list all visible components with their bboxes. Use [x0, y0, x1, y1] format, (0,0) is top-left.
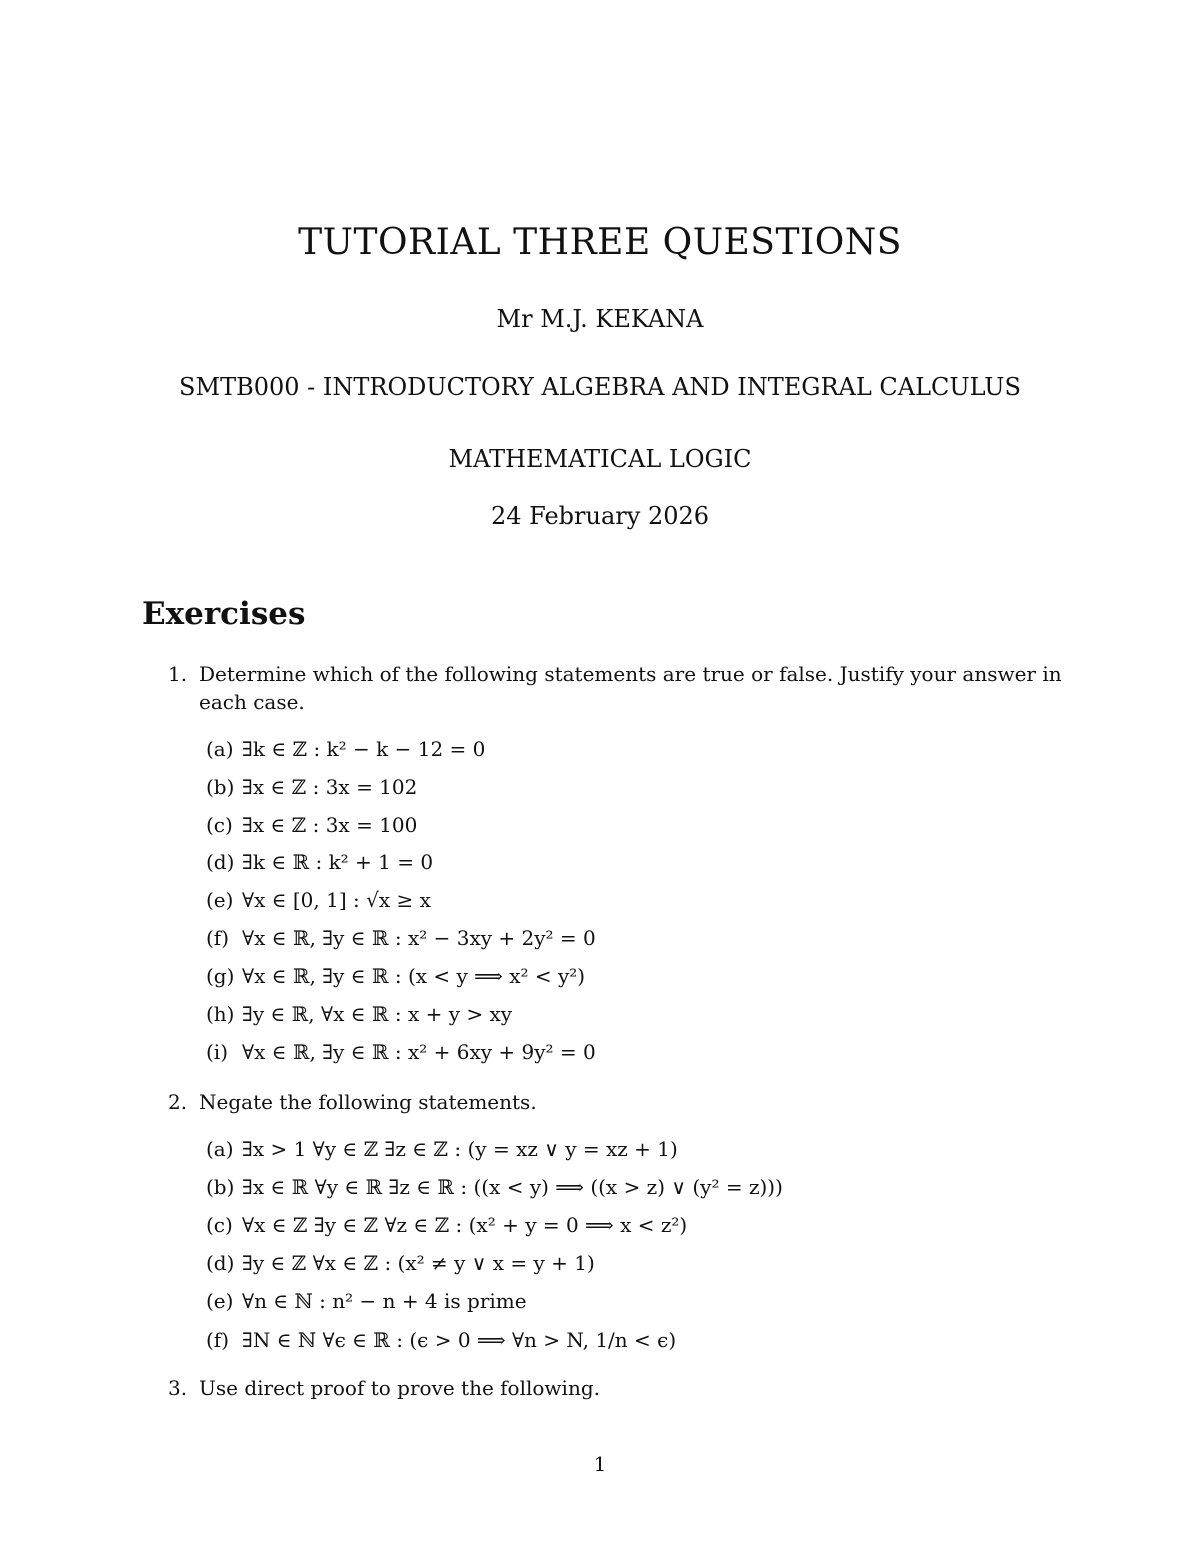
question-text: Determine which of the following statements are true or false. Justify your answer in each case. — [199, 662, 1062, 714]
item-label: (d) — [206, 1251, 235, 1275]
question-number: 1. — [168, 662, 188, 686]
item-expression: ∀x ∈ ℤ ∃y ∈ ℤ ∀z ∈ ℤ : (x² + y = 0 ⟹ x < z²) — [242, 1213, 688, 1237]
topic-name: MATHEMATICAL LOGIC — [448, 445, 752, 473]
list-item — [206, 885, 431, 915]
list-item — [206, 772, 417, 802]
item-label: (d) — [206, 850, 235, 874]
item-expression: ∀n ∈ ℕ : n² − n + 4 is prime — [242, 1289, 527, 1313]
item-expression: ∃k ∈ ℝ : k² + 1 = 0 — [242, 850, 434, 874]
item-label: (e) — [206, 888, 234, 912]
item-label: (g) — [206, 964, 235, 988]
item-expression: ∃x ∈ ℝ ∀y ∈ ℝ ∃z ∈ ℝ : ((x < y) ⟹ ((x > z) ∨ (y² = z))) — [242, 1175, 783, 1199]
question-number: 3. — [168, 1376, 188, 1400]
list-item — [206, 1037, 596, 1067]
question-text: Use direct proof to prove the following. — [199, 1376, 600, 1400]
item-expression: ∃x ∈ ℤ : 3x = 102 — [242, 775, 418, 799]
item-expression: ∃k ∈ ℤ : k² − k − 12 = 0 — [242, 737, 486, 761]
list-item — [206, 1134, 678, 1164]
item-expression: ∃x ∈ ℤ : 3x = 100 — [242, 813, 418, 837]
item-expression: ∃x > 1 ∀y ∈ ℤ ∃z ∈ ℤ : (y = xz ∨ y = xz + 1) — [242, 1137, 678, 1161]
list-item — [206, 961, 585, 991]
question-number: 2. — [168, 1090, 188, 1114]
item-label: (h) — [206, 1002, 235, 1026]
item-label: (f) — [206, 926, 230, 950]
item-expression: ∀x ∈ ℝ, ∃y ∈ ℝ : x² − 3xy + 2y² = 0 — [242, 926, 596, 950]
item-expression: ∃y ∈ ℤ ∀x ∈ ℤ : (x² ≠ y ∨ x = y + 1) — [242, 1251, 595, 1275]
list-item — [206, 1248, 595, 1278]
list-item — [206, 999, 512, 1029]
item-label: (a) — [206, 1137, 234, 1161]
list-item — [206, 923, 596, 953]
item-label: (c) — [206, 1213, 233, 1237]
item-label: (a) — [206, 737, 234, 761]
list-item — [206, 1325, 676, 1355]
item-label: (e) — [206, 1289, 234, 1313]
item-expression: ∃N ∈ ℕ ∀ϵ ∈ ℝ : (ϵ > 0 ⟹ ∀n > N, 1/n < ϵ) — [242, 1328, 677, 1352]
item-label: (b) — [206, 1175, 235, 1199]
list-item — [206, 1286, 527, 1316]
item-label: (c) — [206, 813, 233, 837]
item-label: (b) — [206, 775, 235, 799]
item-expression: ∀x ∈ [0, 1] : √x ≥ x — [242, 888, 431, 912]
document-date: 24 February 2026 — [490, 502, 710, 530]
section-heading: Exercises — [142, 596, 306, 632]
course-name: SMTB000 - INTRODUCTORY ALGEBRA AND INTEGRAL CALCULUS — [179, 373, 1021, 401]
item-expression: ∀x ∈ ℝ, ∃y ∈ ℝ : x² + 6xy + 9y² = 0 — [242, 1040, 596, 1064]
item-expression: ∃y ∈ ℝ, ∀x ∈ ℝ : x + y > xy — [242, 1002, 513, 1026]
page-number: 1 — [593, 1452, 607, 1476]
item-label: (f) — [206, 1328, 230, 1352]
list-item — [206, 1172, 783, 1202]
list-item — [206, 810, 417, 840]
item-expression: ∀x ∈ ℝ, ∃y ∈ ℝ : (x < y ⟹ x² < y²) — [242, 964, 586, 988]
item-label: (i) — [206, 1040, 229, 1064]
question-text: Negate the following statements. — [199, 1090, 537, 1114]
document-title: TUTORIAL THREE QUESTIONS — [298, 222, 902, 263]
author-name: Mr M.J. KEKANA — [496, 305, 704, 333]
list-item — [206, 1210, 687, 1240]
list-item — [206, 847, 433, 877]
list-item — [206, 734, 485, 764]
